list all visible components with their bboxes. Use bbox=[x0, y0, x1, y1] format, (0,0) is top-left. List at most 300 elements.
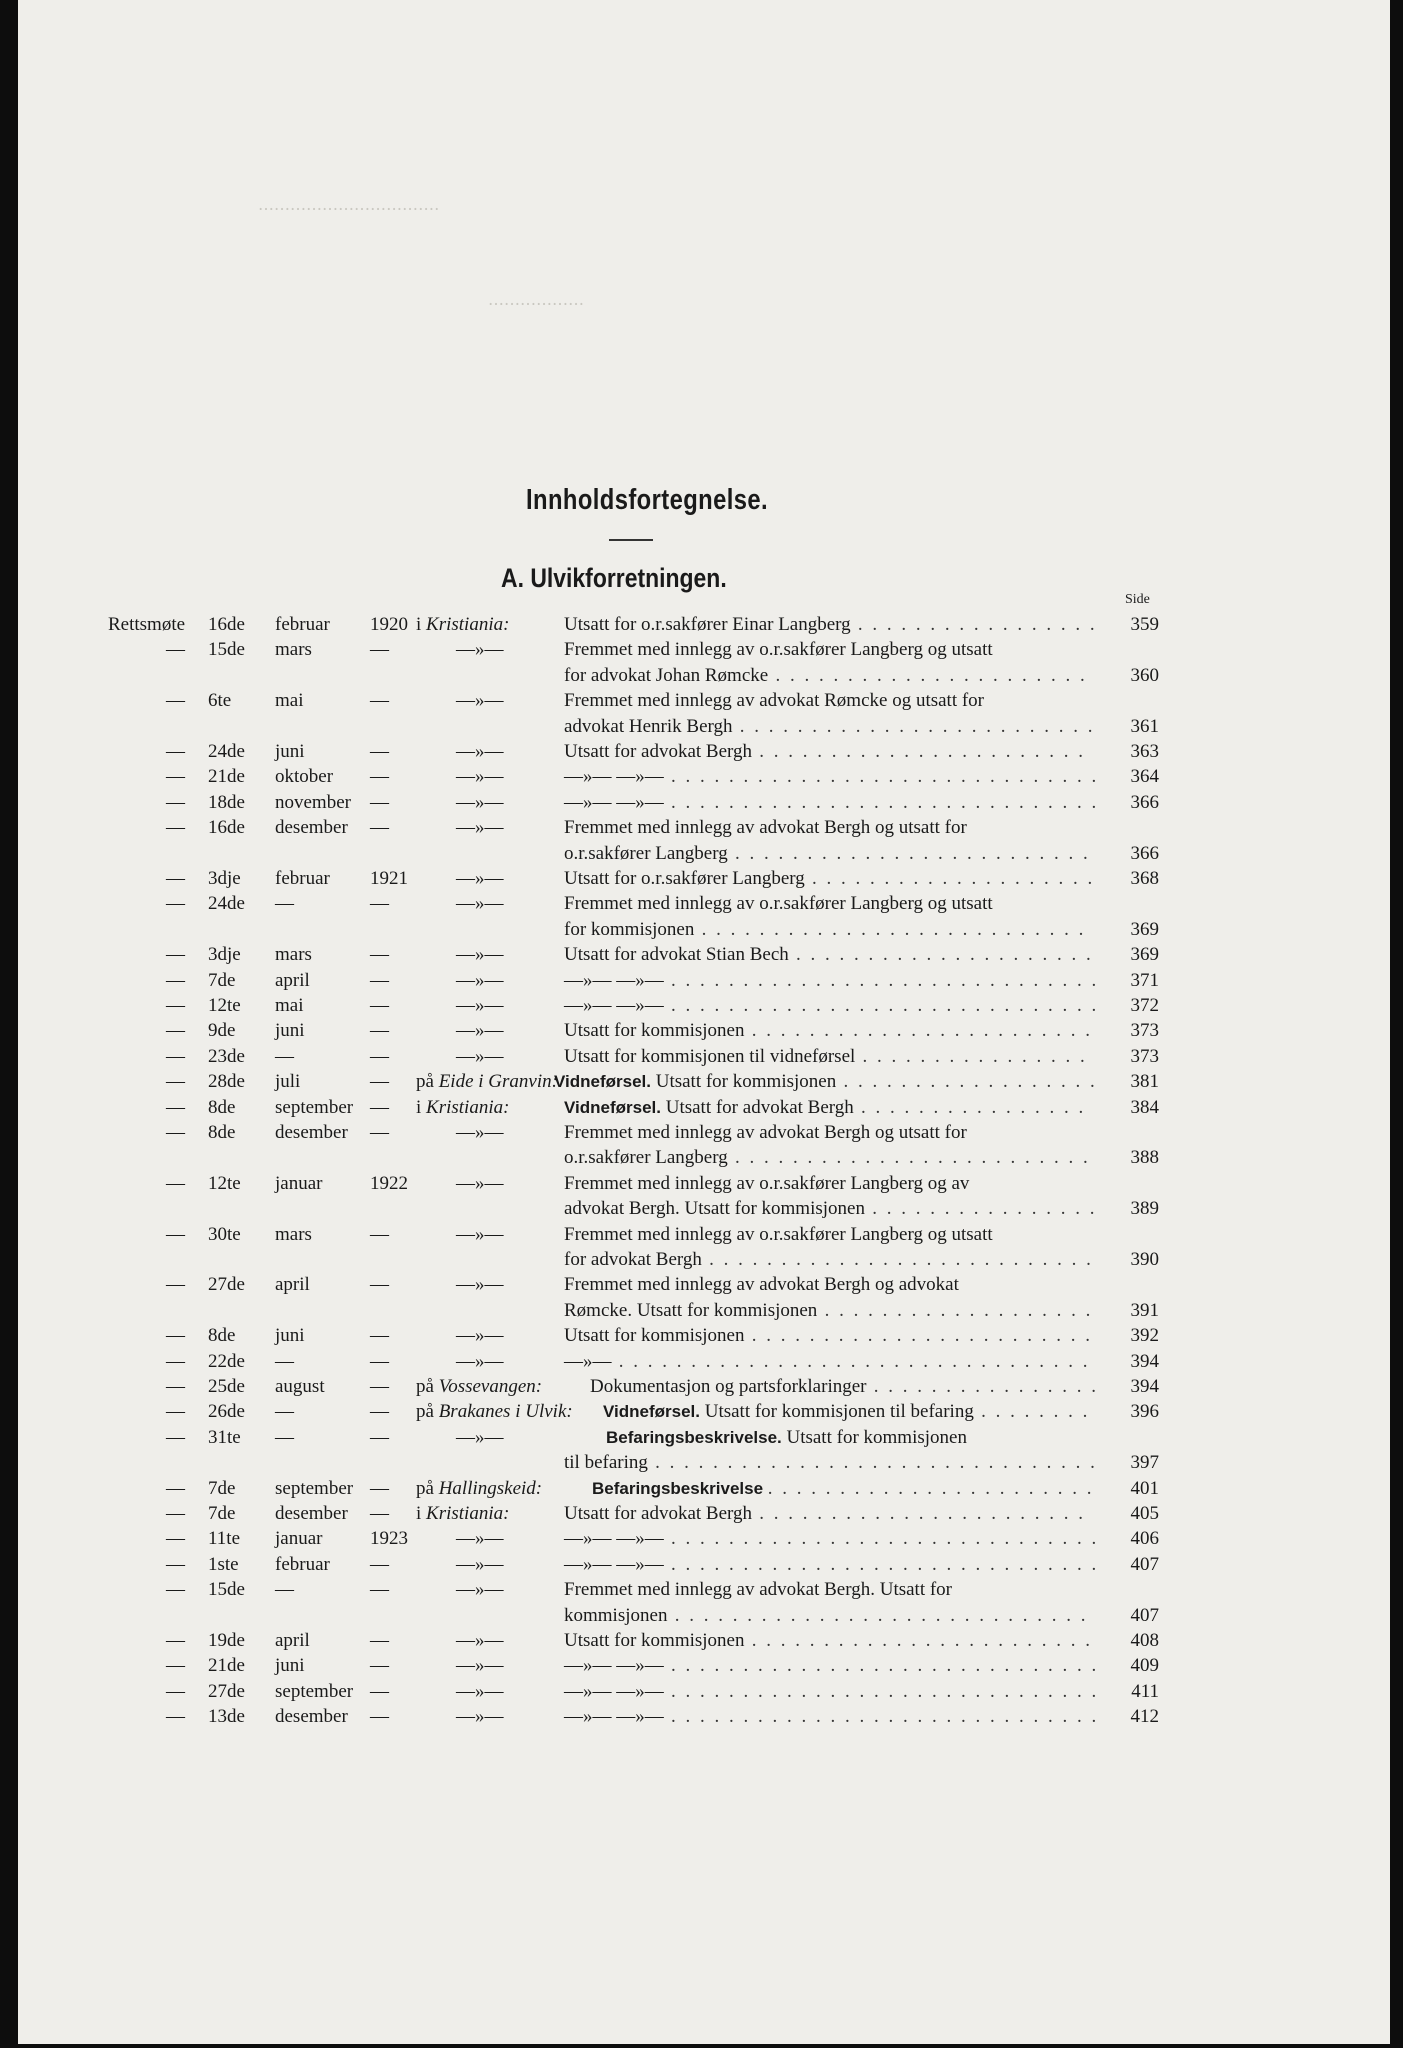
entry-description-text: kommisjonen bbox=[564, 1604, 668, 1626]
place-preposition: i bbox=[416, 614, 427, 635]
entry-year: — bbox=[370, 741, 389, 762]
place-name: —»— bbox=[456, 1274, 504, 1296]
entry-description-text: Utsatt for kommisjonen bbox=[786, 1426, 967, 1448]
entry-month: juni bbox=[275, 741, 305, 762]
entry-month: juni bbox=[275, 1325, 305, 1347]
leader-dots: . . . . . . . . . . . . . . . . . . . . . . . . . . . . . . bbox=[663, 1528, 1099, 1550]
entry-description bbox=[564, 1171, 969, 1196]
page-title: Innholdsfortegnelse. bbox=[526, 484, 769, 516]
entry-description bbox=[564, 1095, 1086, 1120]
entry-page-number: 372 bbox=[1130, 995, 1159, 1016]
entry-description-text: —»— —»— bbox=[564, 766, 664, 788]
toc-entry bbox=[18, 1018, 1390, 1043]
entry-day: 15de bbox=[208, 1579, 245, 1601]
place-name: —»— bbox=[456, 969, 504, 991]
toc-entry bbox=[18, 688, 1390, 713]
entry-place bbox=[456, 790, 504, 815]
entry-page-number: 363 bbox=[1130, 741, 1159, 762]
entry-description-bold: Vidneførsel. bbox=[603, 1402, 705, 1422]
entry-description bbox=[564, 1018, 1092, 1043]
entry-day: 7de bbox=[208, 969, 236, 991]
leader-dots: . . . . . . . . . . . . . . . . . . . . . . . . . . . . . . bbox=[663, 791, 1099, 813]
toc-entry bbox=[18, 1171, 1390, 1196]
entry-month: februar bbox=[275, 614, 330, 635]
entry-day: 23de bbox=[208, 1045, 245, 1067]
entry-page-number: 360 bbox=[1130, 664, 1159, 686]
entry-day: 26de bbox=[208, 1401, 245, 1423]
place-name: Vossevangen: bbox=[438, 1376, 543, 1397]
ditto-dash: — bbox=[166, 1223, 185, 1245]
toc-entry-continuation bbox=[18, 1298, 1390, 1323]
entry-day: 15de bbox=[208, 639, 245, 661]
entry-page-number: 397 bbox=[1130, 1452, 1159, 1474]
place-name: —»— bbox=[456, 995, 504, 1016]
ditto-dash: — bbox=[166, 1401, 185, 1423]
entry-place bbox=[456, 1018, 504, 1043]
place-name: —»— bbox=[456, 1553, 504, 1575]
toc-entry bbox=[18, 1272, 1390, 1297]
entry-description-text: —»— —»— bbox=[564, 1553, 664, 1575]
place-name: —»— bbox=[456, 1325, 504, 1347]
place-name: Kristiania: bbox=[426, 1096, 510, 1118]
toc-entry bbox=[18, 1044, 1390, 1069]
entry-place bbox=[456, 739, 504, 764]
entry-year: 1920 bbox=[370, 614, 408, 635]
entry-year: — bbox=[370, 1122, 389, 1143]
entry-page-number: 366 bbox=[1130, 791, 1159, 813]
entry-page-number: 401 bbox=[1130, 1477, 1159, 1499]
entry-place bbox=[416, 1476, 542, 1501]
entry-day: 1ste bbox=[208, 1553, 239, 1575]
toc-entry bbox=[18, 866, 1390, 891]
entry-page-number: 371 bbox=[1130, 969, 1159, 991]
ditto-dash: — bbox=[166, 1528, 185, 1550]
bleed-through-text: ‥‥‥‥‥‥‥‥‥ bbox=[488, 292, 585, 309]
entry-description-text: Dokumentasjon og partsforklaringer bbox=[590, 1376, 867, 1397]
entry-place bbox=[416, 1095, 509, 1120]
entry-place bbox=[456, 891, 504, 916]
leader-dots: . . . . . . . . . . . . . . . . . . . . . . . . bbox=[744, 1630, 1093, 1651]
leader-dots: . . . . . . . . . . . . . . . . . . . . . . . . . bbox=[727, 1147, 1091, 1169]
entry-year: — bbox=[370, 1426, 389, 1448]
entry-description bbox=[564, 1222, 993, 1247]
place-name: —»— bbox=[456, 1350, 504, 1372]
entry-description-bold: Befaringsbeskrivelse bbox=[592, 1478, 768, 1498]
entry-month: — bbox=[275, 1350, 294, 1372]
toc-entry bbox=[18, 942, 1390, 967]
entry-description-text: o.r.sakfører Langberg bbox=[564, 1147, 728, 1169]
entry-description-text: o.r.sakfører Langberg bbox=[564, 842, 728, 864]
entry-description-text: Fremmet med innlegg av advokat Bergh og advokat bbox=[564, 1274, 959, 1296]
entry-description-text: Fremmet med innlegg av o.r.sakfører Langberg og utsatt bbox=[564, 1223, 993, 1245]
place-name: —»— bbox=[456, 1223, 504, 1245]
ditto-dash: — bbox=[166, 791, 185, 813]
leader-dots: . . . . . . . . . . . . . . . . . . . . . . . . . . . . . . bbox=[663, 1655, 1099, 1677]
entry-description bbox=[590, 1374, 1098, 1399]
entry-year: — bbox=[370, 1655, 389, 1677]
entry-description bbox=[564, 1349, 1090, 1374]
toc-entry bbox=[18, 1425, 1390, 1450]
place-preposition: på bbox=[416, 1071, 439, 1093]
entry-description-text: til befaring bbox=[564, 1452, 648, 1474]
entry-day: 8de bbox=[208, 1325, 236, 1347]
place-name: —»— bbox=[456, 1680, 504, 1702]
toc-entry bbox=[18, 968, 1390, 993]
toc-entry bbox=[18, 1476, 1390, 1501]
entry-year: 1922 bbox=[370, 1172, 408, 1194]
entry-day: 28de bbox=[208, 1071, 245, 1093]
entry-place bbox=[456, 1628, 504, 1653]
entry-description-text: for kommisjonen bbox=[564, 918, 695, 940]
entry-description-text: Fremmet med innlegg av o.r.sakfører Langberg og av bbox=[564, 1172, 970, 1194]
leader-dots: . . . . . . . . . . . . . . . . . . . . . . . bbox=[752, 1503, 1086, 1524]
entry-description-text: Fremmet med innlegg av o.r.sakfører Langberg og utsatt bbox=[564, 639, 993, 661]
entry-description bbox=[564, 1628, 1092, 1653]
entry-year: 1923 bbox=[370, 1528, 408, 1550]
entry-page-number: 392 bbox=[1130, 1325, 1159, 1347]
place-name: Kristiania: bbox=[426, 614, 510, 635]
toc-entry bbox=[18, 1501, 1390, 1526]
entry-day: 9de bbox=[208, 1020, 236, 1042]
title-divider bbox=[609, 539, 653, 541]
entry-month: april bbox=[275, 969, 310, 991]
leader-dots: . . . . . . . . . . . . . . . . . . . . . . . . . . . . . . . . . bbox=[611, 1350, 1090, 1372]
entry-day: 3dje bbox=[208, 944, 241, 966]
place-preposition: i bbox=[416, 1503, 427, 1524]
entry-description-text: Utsatt for advokat Bergh bbox=[564, 741, 753, 762]
ditto-dash: — bbox=[166, 893, 185, 915]
entry-year: — bbox=[370, 791, 389, 813]
entry-page-number: 369 bbox=[1130, 944, 1159, 966]
entry-description bbox=[564, 1120, 967, 1145]
entry-day: 24de bbox=[208, 893, 245, 915]
ditto-dash: — bbox=[166, 1376, 185, 1397]
entry-description-text: Fremmet med innlegg av advokat Rømcke og utsatt for bbox=[564, 690, 985, 712]
entry-month: — bbox=[275, 1045, 294, 1067]
entry-page-number: 408 bbox=[1130, 1630, 1159, 1651]
toc-entry bbox=[18, 1349, 1390, 1374]
entry-page-number: 409 bbox=[1130, 1655, 1159, 1677]
entry-page-number: 411 bbox=[1131, 1680, 1159, 1702]
ditto-dash: — bbox=[166, 944, 185, 966]
entry-description bbox=[564, 993, 1099, 1018]
entry-description bbox=[564, 891, 993, 916]
entry-place bbox=[456, 1526, 504, 1551]
toc-entry bbox=[18, 1120, 1390, 1145]
entry-page-number: 384 bbox=[1130, 1096, 1159, 1118]
entry-description-text: —»— —»— bbox=[564, 995, 664, 1016]
place-name: —»— bbox=[456, 817, 504, 839]
toc-entry bbox=[18, 1399, 1390, 1424]
entry-description bbox=[554, 1069, 1097, 1094]
entry-place bbox=[456, 1323, 504, 1348]
entry-page-number: 396 bbox=[1130, 1401, 1159, 1423]
entry-month: januar bbox=[275, 1172, 323, 1194]
leader-dots: . . . . . . . . . . . . . . . . . . . . . . . . . . . . . . . bbox=[647, 1452, 1098, 1474]
toc-entry-continuation bbox=[18, 1603, 1390, 1628]
entry-day: 8de bbox=[208, 1096, 236, 1118]
toc-entry bbox=[18, 1653, 1390, 1678]
entry-year: — bbox=[370, 817, 389, 839]
entry-year: — bbox=[370, 1630, 389, 1651]
ditto-dash: — bbox=[166, 1172, 185, 1194]
entry-month: juli bbox=[275, 1071, 301, 1093]
document-page bbox=[18, 0, 1390, 2044]
entry-page-number: 373 bbox=[1130, 1045, 1159, 1067]
entry-place bbox=[456, 1222, 504, 1247]
entry-description-text: —»— —»— bbox=[564, 1528, 664, 1550]
toc-entry bbox=[18, 739, 1390, 764]
entry-month: oktober bbox=[275, 766, 334, 788]
entry-year: — bbox=[370, 1350, 389, 1372]
entry-month: mars bbox=[275, 944, 312, 966]
entry-description bbox=[564, 1323, 1092, 1348]
entry-month: mars bbox=[275, 639, 312, 661]
entry-day: 12te bbox=[208, 1172, 241, 1194]
entry-month: — bbox=[275, 893, 294, 915]
entry-month: september bbox=[275, 1096, 354, 1118]
place-preposition: på bbox=[416, 1477, 439, 1499]
leader-dots: . . . . . . . . . . . . . . . . . . . . . . . . bbox=[744, 1020, 1093, 1042]
leader-dots: . . . . . . . . bbox=[973, 1401, 1090, 1423]
entry-month: — bbox=[275, 1401, 294, 1423]
entry-page-number: 394 bbox=[1130, 1350, 1159, 1372]
leader-dots: . . . . . . . . . . . . . . . . . . . . . bbox=[788, 944, 1094, 966]
toc-entry-continuation bbox=[18, 841, 1390, 866]
entry-page-number: 361 bbox=[1130, 715, 1159, 737]
ditto-dash: — bbox=[166, 817, 185, 839]
entry-description bbox=[564, 866, 1095, 891]
entry-day: 27de bbox=[208, 1680, 245, 1702]
toc-entry bbox=[18, 1577, 1390, 1602]
place-name: —»— bbox=[456, 1630, 504, 1651]
entry-description-continuation bbox=[564, 1247, 1093, 1272]
bleed-through-text: ‥‥‥‥‥‥‥‥‥‥‥‥‥‥‥‥‥ bbox=[258, 197, 440, 214]
entry-description-text: —»— —»— bbox=[564, 1680, 664, 1702]
entry-month: desember bbox=[275, 1503, 348, 1524]
entry-description-bold: Vidneførsel. bbox=[564, 1097, 666, 1117]
entry-description-continuation bbox=[564, 1450, 1097, 1475]
entry-description-text: Fremmet med innlegg av advokat Bergh og utsatt for bbox=[564, 1122, 967, 1143]
entry-page-number: 405 bbox=[1130, 1503, 1159, 1524]
ditto-dash: — bbox=[166, 1553, 185, 1575]
entry-page-number: 406 bbox=[1130, 1528, 1159, 1550]
entry-place bbox=[416, 612, 509, 637]
entry-place bbox=[456, 815, 504, 840]
entry-description bbox=[564, 637, 993, 662]
entry-description-text: advokat Henrik Bergh bbox=[564, 715, 733, 737]
entry-description-text: Utsatt for o.r.sakfører Einar Langberg bbox=[564, 614, 851, 635]
entry-description-text: Fremmet med innlegg av advokat Bergh. Utsatt for bbox=[564, 1579, 953, 1601]
entry-page-number: 369 bbox=[1130, 918, 1159, 940]
entry-day: 21de bbox=[208, 1655, 245, 1677]
entry-description bbox=[564, 612, 1097, 637]
entry-day: 30te bbox=[208, 1223, 241, 1245]
leader-dots: . . . . . . . . . . . . . . . . . . . . . . . . . . . . . . bbox=[663, 1680, 1099, 1702]
entry-description bbox=[564, 764, 1099, 789]
entry-label: Rettsmøte bbox=[108, 614, 186, 635]
ditto-dash: — bbox=[166, 1630, 185, 1651]
entry-description-bold: Vidneførsel. bbox=[554, 1072, 656, 1092]
entry-year: — bbox=[370, 1045, 389, 1067]
place-preposition: på bbox=[416, 1376, 439, 1397]
entry-place bbox=[456, 1171, 504, 1196]
ditto-dash: — bbox=[166, 1655, 185, 1677]
entry-description-text: Utsatt for kommisjonen bbox=[655, 1071, 837, 1093]
toc-entry-continuation bbox=[18, 1145, 1390, 1170]
leader-dots: . . . . . . . . . . . . . . . . . . . . bbox=[804, 868, 1095, 889]
entry-place bbox=[456, 993, 504, 1018]
entry-page-number: 394 bbox=[1130, 1376, 1159, 1397]
entry-description-text: Rømcke. Utsatt for kommisjonen bbox=[564, 1299, 818, 1321]
ditto-dash: — bbox=[166, 639, 185, 661]
place-name: Brakanes i Ulvik: bbox=[438, 1401, 573, 1423]
section-heading: A. Ulvikforretningen. bbox=[501, 563, 727, 593]
entry-page-number: 389 bbox=[1130, 1198, 1159, 1220]
entry-day: 22de bbox=[208, 1350, 245, 1372]
place-name: —»— bbox=[456, 944, 504, 966]
entry-page-number: 373 bbox=[1130, 1020, 1159, 1042]
entry-place bbox=[416, 1501, 509, 1526]
entry-description bbox=[564, 1577, 952, 1602]
entry-day: 25de bbox=[208, 1376, 245, 1397]
entry-day: 8de bbox=[208, 1122, 236, 1143]
ditto-dash: — bbox=[166, 690, 185, 712]
entry-description bbox=[564, 1501, 1086, 1526]
entry-place bbox=[416, 1069, 558, 1094]
entry-day: 16de bbox=[208, 817, 245, 839]
entry-description-text: Utsatt for kommisjonen til befaring bbox=[704, 1401, 974, 1423]
place-name: —»— bbox=[456, 791, 504, 813]
leader-dots: . . . . . . . . . . . . . . . . . . . . . . . . . . . . . . bbox=[663, 1553, 1099, 1575]
entry-month: februar bbox=[275, 1553, 330, 1575]
entry-day: 11te bbox=[208, 1528, 241, 1550]
entry-description-text: —»— —»— bbox=[564, 1655, 664, 1677]
entry-place bbox=[456, 1272, 504, 1297]
entry-year: — bbox=[370, 1071, 389, 1093]
entry-month: mai bbox=[275, 690, 304, 712]
entry-description-continuation bbox=[564, 663, 1087, 688]
toc-entry-continuation bbox=[18, 714, 1390, 739]
ditto-dash: — bbox=[166, 1350, 185, 1372]
entry-description-continuation bbox=[564, 714, 1095, 739]
place-name: —»— bbox=[456, 1045, 504, 1067]
entry-place bbox=[456, 1425, 504, 1450]
place-name: —»— bbox=[456, 1122, 504, 1143]
entry-day: 27de bbox=[208, 1274, 245, 1296]
entry-description-text: Utsatt for kommisjonen bbox=[564, 1630, 745, 1651]
place-name: Eide i Granvin: bbox=[438, 1071, 558, 1093]
leader-dots: . . . . . . . . . . . . . . . . . . . . . . . bbox=[767, 1477, 1095, 1499]
toc-entry bbox=[18, 1069, 1390, 1094]
leader-dots: . . . . . . . . . . . . . . . . bbox=[864, 1198, 1097, 1220]
ditto-dash: — bbox=[166, 1325, 185, 1347]
toc-entry bbox=[18, 1679, 1390, 1704]
place-name: —»— bbox=[456, 1426, 504, 1448]
entry-day: 3dje bbox=[208, 868, 241, 889]
entry-description bbox=[564, 968, 1099, 993]
entry-year: — bbox=[370, 690, 389, 712]
entry-month: august bbox=[275, 1376, 325, 1397]
entry-year: — bbox=[370, 1096, 389, 1118]
entry-description-text: Utsatt for advokat Bergh bbox=[564, 1503, 753, 1524]
leader-dots: . . . . . . . . . . . . . . . . . . . . . . . . . bbox=[732, 715, 1095, 737]
entry-year: — bbox=[370, 1477, 389, 1499]
leader-dots: . . . . . . . . . . . . . . . . . bbox=[850, 614, 1098, 635]
toc-entry-continuation bbox=[18, 1450, 1390, 1475]
entry-place bbox=[456, 1704, 504, 1729]
entry-year: — bbox=[370, 1579, 389, 1601]
entry-place bbox=[416, 1374, 542, 1399]
entry-place bbox=[456, 637, 504, 662]
entry-day: 24de bbox=[208, 741, 245, 762]
toc-entry-continuation bbox=[18, 917, 1390, 942]
entry-place bbox=[456, 866, 504, 891]
page-column-header: Side bbox=[1125, 592, 1150, 607]
ditto-dash: — bbox=[166, 1426, 185, 1448]
toc-entry bbox=[18, 1704, 1390, 1729]
leader-dots: . . . . . . . . . . . . . . . . . . . bbox=[817, 1299, 1093, 1321]
entry-description-continuation bbox=[564, 1196, 1097, 1221]
toc-entry bbox=[18, 891, 1390, 916]
entry-year: — bbox=[370, 1020, 389, 1042]
entry-day: 6te bbox=[208, 690, 232, 712]
place-name: —»— bbox=[456, 766, 504, 788]
place-name: —»— bbox=[456, 690, 504, 712]
entry-page-number: 391 bbox=[1130, 1299, 1159, 1321]
entry-place bbox=[456, 942, 504, 967]
ditto-dash: — bbox=[166, 1579, 185, 1601]
ditto-dash: — bbox=[166, 969, 185, 991]
entry-place bbox=[456, 1653, 504, 1678]
place-preposition: i bbox=[416, 1096, 427, 1118]
entry-month: september bbox=[275, 1680, 354, 1702]
entry-year: — bbox=[370, 995, 389, 1016]
place-name: —»— bbox=[456, 639, 504, 661]
entry-description-text: Utsatt for kommisjonen bbox=[564, 1020, 745, 1042]
entry-description-text: Utsatt for kommisjonen bbox=[564, 1325, 745, 1347]
entry-description-text: —»— —»— bbox=[564, 1706, 664, 1728]
leader-dots: . . . . . . . . . . . . . . . . bbox=[855, 1045, 1088, 1067]
entry-description-bold: Befaringsbeskrivelse. bbox=[606, 1427, 787, 1447]
entry-month: april bbox=[275, 1274, 310, 1296]
entry-year: — bbox=[370, 766, 389, 788]
toc-entry-continuation bbox=[18, 663, 1390, 688]
entry-year: — bbox=[370, 893, 389, 915]
leader-dots: . . . . . . . . . . . . . . . . . . bbox=[836, 1071, 1098, 1093]
entry-day: 18de bbox=[208, 791, 245, 813]
entry-description bbox=[603, 1399, 1090, 1424]
entry-description-continuation bbox=[564, 1603, 1088, 1628]
entry-place bbox=[456, 1349, 504, 1374]
entry-day: 12te bbox=[208, 995, 241, 1016]
toc-entry bbox=[18, 1526, 1390, 1551]
entry-place bbox=[456, 1679, 504, 1704]
entry-month: september bbox=[275, 1477, 354, 1499]
entry-day: 7de bbox=[208, 1503, 236, 1524]
entry-page-number: 388 bbox=[1130, 1147, 1159, 1169]
entry-year: — bbox=[370, 1223, 389, 1245]
place-preposition: på bbox=[416, 1401, 439, 1423]
ditto-dash: — bbox=[166, 1122, 185, 1143]
entry-day: 19de bbox=[208, 1630, 245, 1651]
place-name: Hallingskeid: bbox=[438, 1477, 543, 1499]
toc-entry bbox=[18, 790, 1390, 815]
ditto-dash: — bbox=[166, 741, 185, 762]
leader-dots: . . . . . . . . . . . . . . . . bbox=[866, 1376, 1099, 1397]
entry-day: 16de bbox=[208, 614, 245, 635]
entry-place bbox=[456, 1577, 504, 1602]
